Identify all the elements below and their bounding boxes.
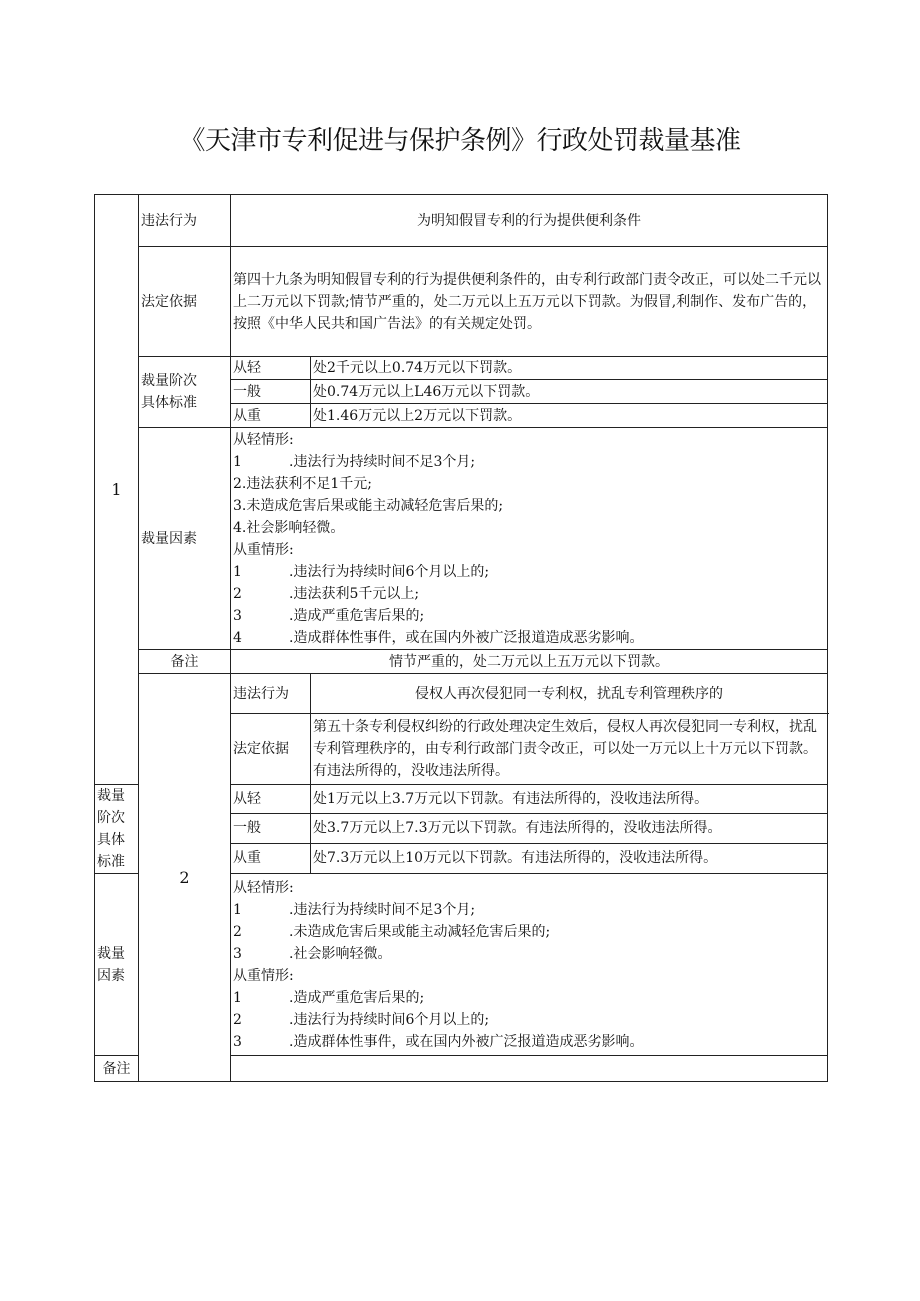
heavy-item	[233, 561, 825, 583]
factor-number: 2	[233, 585, 242, 602]
factor-number: 4	[233, 629, 242, 646]
light-header: 从轻情形:	[233, 431, 294, 448]
level-standard: 处0.74万元以上L46万元以下罚款。	[311, 380, 828, 404]
factor-text: .未造成危害后果或能主动减轻危害后果的;	[289, 923, 551, 940]
heavy-item	[233, 605, 825, 627]
factor-text: .造成严重危害后果的;	[289, 607, 425, 624]
levels-label-line1: 裁量阶次	[141, 373, 197, 389]
level-name: 从轻	[231, 785, 311, 814]
factor-text: .违法行为持续时间不足3个月;	[289, 901, 476, 918]
remark-label: 备注	[95, 1056, 139, 1082]
level-standard: 处7.3万元以上10万元以下罚款。有违法所得的，没收违法所得。	[311, 843, 828, 873]
penalty-standards-table	[94, 194, 828, 1082]
heavy-item	[233, 1031, 825, 1053]
factor-number: 2	[233, 1011, 242, 1028]
factor-number: 3	[233, 1033, 242, 1050]
factor-text: .造成严重危害后果的;	[289, 989, 425, 1006]
factor-number: 1	[233, 989, 242, 1006]
level-name: 一般	[231, 380, 311, 404]
factor-number: 1	[233, 901, 242, 918]
level-standard: 处1.46万元以上2万元以下罚款。	[311, 404, 828, 428]
light-item	[233, 899, 825, 921]
factor-number: 1	[233, 453, 242, 470]
heavy-item	[233, 987, 825, 1009]
factor-text: .造成群体性事件，或在国内外被广泛报道造成恶劣影响。	[289, 1033, 644, 1050]
item-1-basis-row	[95, 247, 828, 357]
heavy-item	[233, 583, 825, 605]
level-name: 从重	[231, 404, 311, 428]
violation-label: 违法行为	[231, 674, 311, 714]
heavy-item	[233, 627, 825, 649]
factor-number: 3	[233, 607, 242, 624]
level-standard: 处2千元以上0.74万元以下罚款。	[311, 357, 828, 380]
factor-text: 3.未造成危害后果或能主动减轻危害后果的;	[233, 497, 504, 514]
violation-text: 侵权人再次侵犯同一专利权，扰乱专利管理秩序的	[311, 674, 828, 714]
level-standard: 处3.7万元以上7.3万元以下罚款。有违法所得的，没收违法所得。	[311, 813, 828, 843]
item-1-violation-row	[95, 195, 828, 247]
level-standard: 处1万元以上3.7万元以下罚款。有违法所得的，没收违法所得。	[311, 785, 828, 814]
level-name: 从重	[231, 843, 311, 873]
light-header: 从轻情形:	[233, 879, 294, 896]
factor-text: .违法行为持续时间不足3个月;	[289, 453, 476, 470]
level-row	[95, 357, 828, 380]
light-item	[233, 517, 825, 539]
factors-label: 裁量因素	[95, 874, 139, 1056]
remark-text	[231, 1056, 828, 1082]
factor-text: .社会影响轻微。	[289, 945, 392, 962]
factor-text: 2.违法获利不足1千元;	[233, 475, 372, 492]
light-item	[233, 451, 825, 473]
factors-cell	[231, 428, 828, 650]
levels-label-line1: 裁量阶次	[97, 788, 125, 826]
item-2-violation-row	[95, 674, 828, 714]
basis-label: 法定依据	[139, 247, 231, 357]
light-item	[233, 495, 825, 517]
factor-text: 4.社会影响轻微。	[233, 519, 345, 536]
item-1-remark-row	[95, 650, 828, 674]
item-1-factors-row	[95, 428, 828, 650]
light-item	[233, 921, 825, 943]
basis-text: 第五十条专利侵权纠纷的行政处理决定生效后，侵权人再次侵犯同一专利权，扰乱专利管理秩序的，由专利行政部门责令改正，可以处一万元以上十万元以下罚款。有违法所得的，没收违法所得。	[311, 714, 828, 785]
levels-label	[139, 357, 231, 428]
violation-label: 违法行为	[139, 195, 231, 247]
levels-label	[95, 785, 139, 874]
factor-text: .造成群体性事件，或在国内外被广泛报道造成恶劣影响。	[289, 629, 644, 646]
item-number: 2	[139, 674, 231, 1082]
heavy-header: 从重情形:	[233, 541, 294, 558]
levels-label-line2: 具体标准	[141, 395, 197, 411]
light-item	[233, 943, 825, 965]
remark-text: 情节严重的，处二万元以上五万元以下罚款。	[231, 650, 828, 674]
levels-label-line2: 具体标准	[97, 832, 125, 870]
factor-text: .违法获利5千元以上;	[289, 585, 420, 602]
factors-label: 裁量因素	[139, 428, 231, 650]
basis-label: 法定依据	[231, 714, 311, 785]
factor-text: .违法行为持续时间6个月以上的;	[289, 563, 490, 580]
level-name: 一般	[231, 813, 311, 843]
heavy-header: 从重情形:	[233, 967, 294, 984]
item-number: 1	[95, 195, 139, 785]
heavy-item	[233, 1009, 825, 1031]
factor-number: 1	[233, 563, 242, 580]
remark-label: 备注	[139, 650, 231, 674]
factor-text: .违法行为持续时间6个月以上的;	[289, 1011, 490, 1028]
factors-cell	[231, 874, 828, 1056]
factor-number: 2	[233, 923, 242, 940]
light-item	[233, 473, 825, 495]
basis-text: 第四十九条为明知假冒专利的行为提供便利条件的，由专利行政部门责令改正，可以处二千元以上二万元以下罚款;情节严重的，处二万元以上五万元以下罚款。为假冒,利制作、发布广告的，按照《中华人民共和国广告法》的有关规定处罚。	[231, 247, 828, 357]
factor-number: 3	[233, 945, 242, 962]
violation-text: 为明知假冒专利的行为提供便利条件	[231, 195, 828, 247]
level-name: 从轻	[231, 357, 311, 380]
page-title: 《天津市专利促进与保护条例》行政处罚裁量基准	[179, 126, 741, 156]
